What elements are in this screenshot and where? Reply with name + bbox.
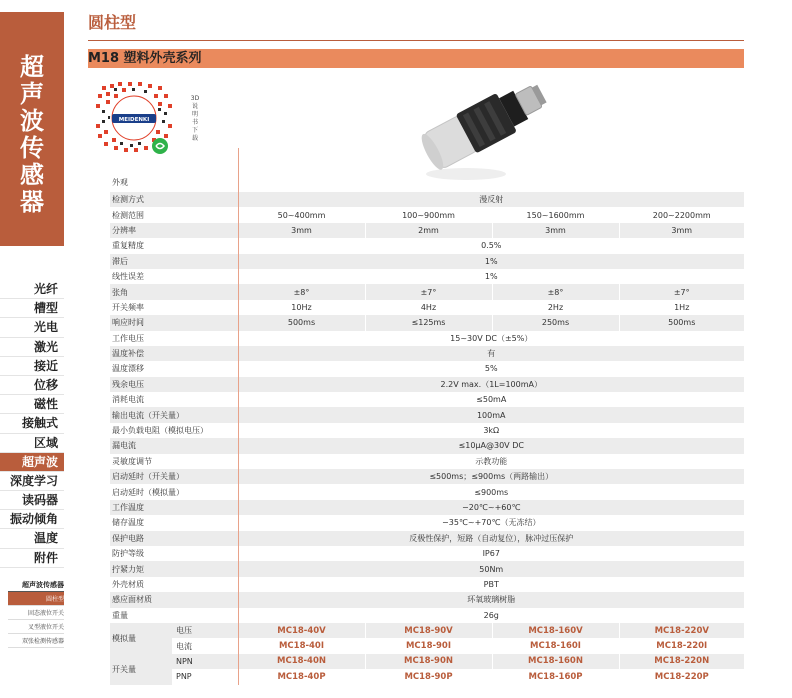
spec-value: 1% — [238, 269, 744, 284]
spec-row — [110, 484, 744, 499]
spec-value: 3kΩ — [238, 423, 744, 438]
page-title: 圆柱型 — [88, 13, 137, 32]
spec-value: 250ms — [492, 315, 619, 330]
spec-row — [110, 469, 744, 484]
spec-row — [110, 438, 744, 453]
spec-row — [110, 454, 744, 469]
model-number[interactable]: MC18-40V — [238, 623, 365, 638]
spec-label: 感应面材质 — [110, 592, 238, 607]
nav-item[interactable]: 槽型 — [0, 299, 64, 318]
model-sub-label: 电流 — [176, 641, 192, 651]
model-sub-label: 电压 — [172, 623, 238, 638]
qr-code-image[interactable] — [94, 80, 178, 156]
spec-label: 温度漂移 — [112, 364, 144, 374]
sensor-product-image — [406, 66, 556, 184]
sub-nav-item[interactable]: 圆柱型 — [8, 592, 64, 606]
model-number[interactable]: MC18-40P — [238, 669, 365, 684]
spec-label: 重量 — [112, 610, 128, 620]
spec-row — [110, 577, 744, 592]
nav-item[interactable]: 磁性 — [0, 395, 64, 414]
spec-value: ≤50mA — [238, 392, 744, 407]
banner-char: 声 — [20, 80, 44, 108]
spec-value: 100mA — [238, 407, 744, 422]
nav-item[interactable]: 超声波 — [0, 453, 64, 472]
banner-char: 波 — [20, 107, 44, 135]
spec-label: 检测范围 — [112, 210, 144, 220]
spec-row — [110, 423, 744, 438]
mini-program-icon — [152, 138, 168, 154]
title-divider — [88, 40, 744, 41]
spec-value: ≤900ms — [238, 484, 744, 499]
spec-row — [110, 608, 744, 623]
banner-char: 器 — [20, 188, 44, 216]
spec-label: 启动延时（开关量） — [110, 469, 238, 484]
spec-value: −35℃~+70℃（无冻结） — [238, 515, 744, 530]
nav-item[interactable]: 深度学习 — [0, 472, 64, 491]
banner-char: 传 — [20, 134, 44, 162]
model-number[interactable]: MC18-160P — [492, 669, 619, 684]
spec-value: 100~900mm — [365, 207, 492, 222]
spec-value: 漫反射 — [238, 192, 744, 207]
spec-value — [238, 172, 744, 192]
spec-value: 3mm — [492, 223, 619, 238]
model-row — [110, 623, 744, 638]
model-number[interactable]: MC18-90N — [365, 654, 492, 669]
spec-value: 1Hz — [619, 300, 744, 315]
spec-row — [110, 377, 744, 392]
nav-item[interactable]: 位移 — [0, 376, 64, 395]
model-number[interactable]: MC18-220V — [619, 623, 744, 638]
sub-category-nav — [8, 579, 64, 648]
model-number[interactable]: MC18-220N — [619, 654, 744, 669]
spec-value: ≤10μA@30V DC — [238, 438, 744, 453]
qr-caption: 3D说明书下载 — [190, 95, 200, 142]
spec-label: 工作电压 — [112, 333, 144, 343]
spec-value: 4Hz — [365, 300, 492, 315]
spec-row — [110, 269, 744, 284]
model-row — [110, 638, 744, 653]
nav-item[interactable]: 附件 — [0, 549, 64, 568]
spec-value: 2mm — [365, 223, 492, 238]
model-group-label: 开关量 — [110, 654, 172, 685]
spec-label: 启动延时（模拟量） — [112, 487, 184, 497]
spec-label: 防护等级 — [112, 549, 144, 559]
spec-label: 分辨率 — [110, 223, 238, 238]
spec-label: 线性误差 — [112, 272, 144, 282]
spec-row — [110, 515, 744, 530]
spec-label: 外观 — [112, 177, 128, 187]
spec-value: ±7° — [365, 284, 492, 299]
spec-label: 滞后 — [110, 254, 238, 269]
spec-row — [110, 315, 744, 330]
spec-value: IP67 — [238, 546, 744, 561]
spec-value: −20℃~+60℃ — [238, 500, 744, 515]
spec-value: ±8° — [238, 284, 365, 299]
spec-value: 1% — [238, 254, 744, 269]
qr-logo-text: MEIDENKI — [118, 117, 150, 123]
spec-value: 3mm — [238, 223, 365, 238]
series-title: M18 塑料外壳系列 — [88, 51, 202, 66]
category-banner — [0, 12, 64, 246]
nav-item[interactable]: 光电 — [0, 318, 64, 337]
spec-label: 开关频率 — [112, 302, 144, 312]
spec-label: 保护电路 — [110, 531, 238, 546]
spec-value: 500ms — [619, 315, 744, 330]
nav-item[interactable]: 接近 — [0, 357, 64, 376]
spec-value: 2.2V max.（1L=100mA） — [238, 377, 744, 392]
model-sub-label: PNP — [176, 672, 192, 682]
spec-value: 50Nm — [238, 561, 744, 576]
model-number[interactable]: MC18-90I — [365, 638, 492, 653]
category-banner-text — [0, 54, 64, 216]
model-number[interactable]: MC18-160I — [492, 638, 619, 653]
spec-row — [110, 192, 744, 207]
model-number[interactable]: MC18-90P — [365, 669, 492, 684]
spec-row — [110, 300, 744, 315]
spec-value: 15~30V DC（±5%） — [238, 331, 744, 346]
spec-label: 拧紧力矩 — [110, 561, 238, 576]
nav-item[interactable]: 接触式 — [0, 414, 64, 433]
sub-nav-item[interactable]: 双张检测传感器 — [8, 634, 64, 648]
spec-value: 3mm — [619, 223, 744, 238]
nav-item[interactable]: 区域 — [0, 434, 64, 453]
spec-value: 26g — [238, 608, 744, 623]
spec-label: 最小负载电阻（模拟电压） — [112, 426, 208, 436]
spec-value: 反极性保护，短路（自动复位），脉冲过压保护 — [238, 531, 744, 546]
spec-label: 漏电流 — [110, 438, 238, 453]
spec-value: 环氧玻璃树脂 — [238, 592, 744, 607]
spec-value: ≤125ms — [365, 315, 492, 330]
spec-label: 张角 — [110, 284, 238, 299]
model-number[interactable]: MC18-160V — [492, 623, 619, 638]
spec-label: 输出电流（开关量） — [110, 407, 238, 422]
nav-item[interactable]: 激光 — [0, 338, 64, 357]
spec-value: 0.5% — [238, 238, 744, 253]
spec-row — [110, 500, 744, 515]
spec-row — [110, 331, 744, 346]
spec-label: 响应时间 — [110, 315, 238, 330]
spec-row — [110, 284, 744, 299]
spec-value: 10Hz — [238, 300, 365, 315]
spec-label: 灵敏度调节 — [112, 456, 152, 466]
nav-item[interactable]: 振动倾角 — [0, 510, 64, 529]
spec-row — [110, 531, 744, 546]
model-number[interactable]: MC18-160N — [492, 654, 619, 669]
spec-label: 温度补偿 — [110, 346, 238, 361]
spec-row — [110, 592, 744, 607]
spec-value: 有 — [238, 346, 744, 361]
category-nav — [0, 280, 64, 568]
spec-value: 2Hz — [492, 300, 619, 315]
banner-char: 感 — [20, 161, 44, 189]
spec-row — [110, 238, 744, 253]
sub-nav-item[interactable]: 叉型液位开关 — [8, 620, 64, 634]
spec-label: 工作温度 — [110, 500, 238, 515]
spec-label: 残余电压 — [110, 377, 238, 392]
model-number[interactable]: MC18-220P — [619, 669, 744, 684]
spec-row — [110, 407, 744, 422]
spec-value: PBT — [238, 577, 744, 592]
model-number[interactable]: MC18-40N — [238, 654, 365, 669]
spec-label: 重复精度 — [112, 241, 144, 251]
spec-value: ≤500ms；≤900ms（两路输出） — [238, 469, 744, 484]
spec-label: 外壳材质 — [112, 579, 144, 589]
spec-value: 示教功能 — [238, 454, 744, 469]
spec-row — [110, 392, 744, 407]
spec-row — [110, 223, 744, 238]
spec-row — [110, 207, 744, 222]
spec-label: 消耗电流 — [112, 395, 144, 405]
model-row — [110, 669, 744, 684]
spec-row — [110, 361, 744, 376]
spec-value: 150~1600mm — [492, 207, 619, 222]
sub-nav-title: 超声波传感器 — [8, 579, 64, 592]
nav-item[interactable]: 温度 — [0, 529, 64, 548]
spec-row — [110, 546, 744, 561]
model-number[interactable]: MC18-90V — [365, 623, 492, 638]
model-number[interactable]: MC18-40I — [238, 638, 365, 653]
spec-value: ±8° — [492, 284, 619, 299]
spec-row — [110, 561, 744, 576]
model-sub-label: NPN — [172, 654, 238, 669]
model-number[interactable]: MC18-220I — [619, 638, 744, 653]
spec-label: 储存温度 — [112, 518, 144, 528]
spec-row — [110, 346, 744, 361]
spec-label: 检测方式 — [110, 192, 238, 207]
model-row — [110, 654, 744, 669]
spec-row — [110, 254, 744, 269]
spec-value: 500ms — [238, 315, 365, 330]
model-group-label: 模拟量 — [110, 623, 172, 654]
spec-row — [110, 172, 744, 192]
nav-item[interactable]: 光纤 — [0, 280, 64, 299]
spec-value: 200~2200mm — [619, 207, 744, 222]
spec-value: ±7° — [619, 284, 744, 299]
banner-char: 超 — [20, 53, 44, 81]
spec-value: 5% — [238, 361, 744, 376]
spec-value: 50~400mm — [238, 207, 365, 222]
sub-nav-item[interactable]: 固态液位开关 — [8, 606, 64, 620]
spec-table — [110, 172, 744, 685]
nav-item[interactable]: 读码器 — [0, 491, 64, 510]
